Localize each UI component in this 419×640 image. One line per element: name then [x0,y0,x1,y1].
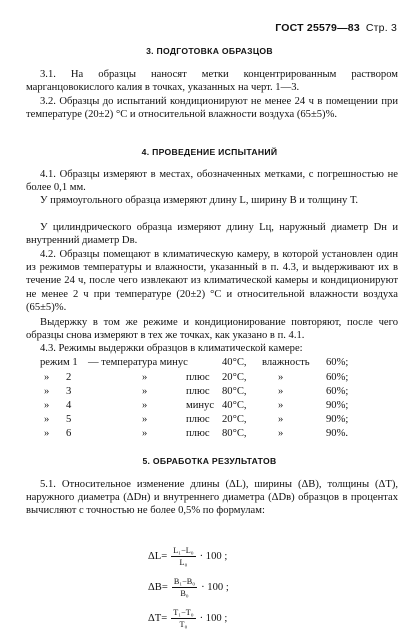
para-5-1: 5.1. Относительное изменение длины (ΔL), ширины (ΔВ), толщины (ΔТ), наружного диаметра (ΔDн) и внутреннего диаметра (ΔDв) образцов в процентах вычисляют с точностью не более 0,5% по формулам: [26,479,398,517]
document-page: ГОСТ 25579—83 Стр. 3 3. ПОДГОТОВКА ОБРАЗЦОВ 3.1. На образцы наносят метки концентрированным раствором марганцовокислого калия в точках, указанных на черт. 1—3. 3.2. Образцы до испытаний кондиционируют не менее 24 ч в помещении при температуре (20±2) °С и относительной влажности воздуха (65±5)%. 4. ПРОВЕДЕНИЕ ИСПЫТАНИЙ 4.1. Образцы измеряют в местах, обозначенных метками, с погрешностью не более 0,1 мм. У прямоугольного образца измеряют длину L, ширину В и толщину Т. У цилиндрического образца измеряют длину Lц, наружный диаметр Dн и внутренний диаметр Dв. 4.2. Образцы помещают в климатическую камеру, в которой установлен один из режимов температуры и влажности, указанный в п. 4.3, и выдерживают их в течение 24 ч, после чего извлекают из климатической камеры и кондиционируют не менее 2 ч при температуре (20±2) °С и относительной влажности воздуха (65±5)%. Выдержку в том же режиме и кондиционирование повторяют, после чего образцы снова измеряют в тех же точках, как указано в п. 4.1. 4.3. Режимы выдержки образцов в климатической камере: режим 1 — температура минус 40°С, влажность 60%; » 2 » плюс 20°С, » 60%; » 3 » плюс 80°С, » 60%; » 4 » минус 40°С, » 90%; » 5 » плюс 20°С, » 90%; » 6 » плюс 80°С, » 90%. 5. ОБРАБОТКА РЕЗУЛЬТАТОВ 5.1. Относительное изменение длины (ΔL), ширины (ΔВ), толщины (ΔТ), наружного диаметра (ΔDн) и внутреннего диаметра (ΔDв) образцов в процентах вычисляют с точностью не более 0,5% по формулам: ΔL= $\frac{\text{L₁−L₀}}{\text{L₀}}$ · 100 ; ΔB= $\frac{\text{B₁−B₀}}{\text{B₀}}$ · 100 ; ΔT= $\frac{\text{T₁−T₀}}{\text{T₀}}$ · 100 ; [0,0,419,640]
para-repeat: Выдержку в том же режиме и кондиционирование повторяют, после чего образцы снова измеряют в тех же точках, как указано в п. 4.1. [26,317,398,342]
section-3-title: 3. ПОДГОТОВКА ОБРАЗЦОВ [146,46,273,56]
para-4-3: 4.3. Режимы выдержки образцов в климатической камере: [40,343,303,354]
formula-width: ΔB= $\frac{\text{B₁−B₀}}{\text{B₀}}$ · 100 ; [148,577,229,598]
para-cyl-sample: У цилиндрического образца измеряют длину Lц, наружный диаметр Dн и внутренний диаметр Dв. [26,222,398,247]
page-header [275,22,397,34]
standard-number: ГОСТ 25579—83 [275,22,360,34]
section-5-title: 5. ОБРАБОТКА РЕЗУЛЬТАТОВ [142,456,277,466]
formula-length: ΔL= $\frac{\text{L₁−L₀}}{\text{L₀}}$ · 100 ; [148,546,228,567]
para-4-1: 4.1. Образцы измеряют в местах, обозначенных метками, с погрешностью не более 0,1 мм. [26,169,398,194]
para-rect-sample: У прямоугольного образца измеряют длину L, ширину В и толщину Т. [40,195,359,206]
section-4-title: 4. ПРОВЕДЕНИЕ ИСПЫТАНИЙ [141,147,278,157]
page-number: Стр. 3 [365,22,397,34]
formula-thickness: ΔT= $\frac{\text{T₁−T₀}}{\text{T₀}}$ · 100 ; [148,608,228,629]
para-3-2: 3.2. Образцы до испытаний кондиционируют не менее 24 ч в помещении при температуре (20±2) °С и относительной влажности воздуха (65±5)%. [26,96,398,121]
para-4-2: 4.2. Образцы помещают в климатическую камеру, в которой установлен один из режимов температуры и влажности, указанный в п. 4.3, и выдерживают их в течение 24 ч, после чего извлекают из климатической камеры и кондиционируют не менее 2 ч при температуре (20±2) °С и относительной влажности воздуха (65±5)%. [26,249,398,313]
para-3-1: 3.1. На образцы наносят метки концентрированным раствором марганцовокислого калия в точках, указанных на черт. 1—3. [26,69,398,94]
